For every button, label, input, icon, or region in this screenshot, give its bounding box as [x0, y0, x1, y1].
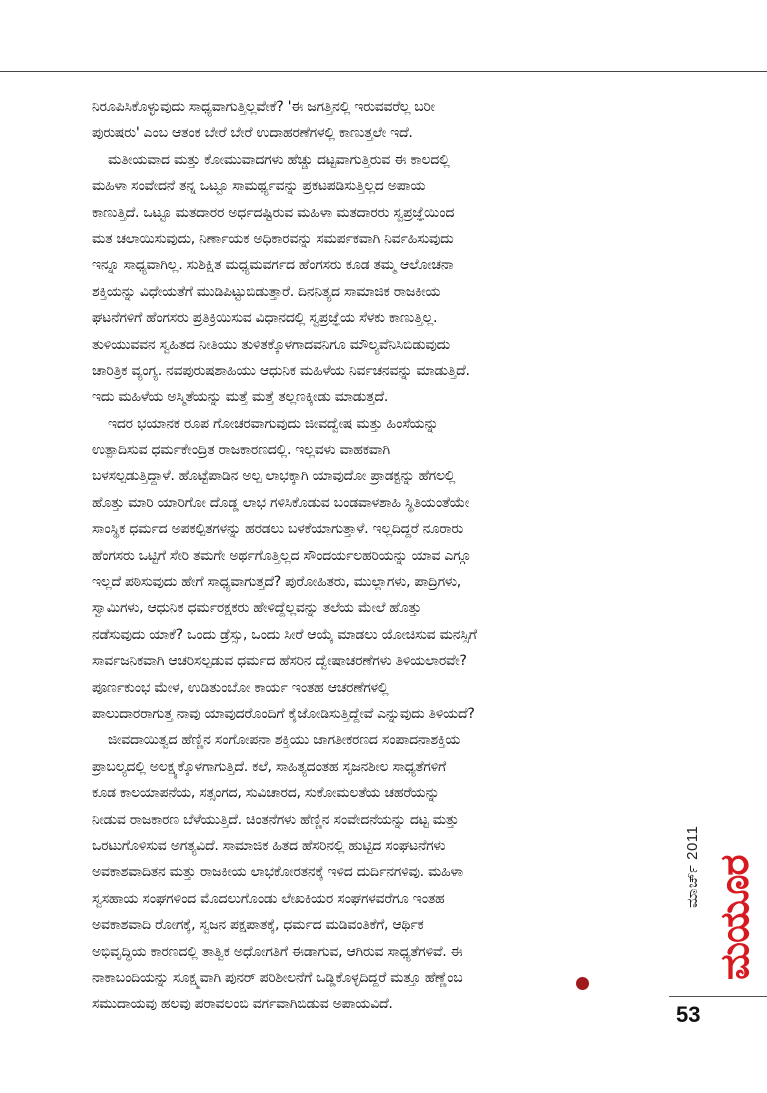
text-line: ಮತೀಯವಾದ ಮತ್ತು ಕೋಮುವಾದಗಳು ಹೆಚ್ಚು ದಟ್ಟವಾಗುತ್ತಿರುವ ಈ ಕಾಲದಲ್ಲಿ — [108, 151, 450, 168]
text-line: ಇದರ ಭಯಾನಕ ರೂಪ ಗೋಚರವಾಗುವುದು ಜೀವದ್ವೇಷ ಮತ್ತು ಹಿಂಸೆಯನ್ನು — [108, 415, 439, 432]
text-line: ನೀಡುವ ರಾಜಕಾರಣ ಬೆಳೆಯುತ್ತಿದೆ. ಚಿಂತನೆಗಳು ಹೆಣ್ಣಿನ ಸಂವೇದನೆಯನ್ನು ದಟ್ಟ ಮತ್ತು — [92, 811, 459, 828]
text-line: ಜೀವದಾಯಿತ್ವದ ಹೆಣ್ಣಿನ ಸಂಗೋಪನಾ ಶಕ್ತಿಯು ಜಾಗತೀಕರಣದ ಸಂಪಾದನಾಶಕ್ತಿಯ — [108, 732, 461, 749]
text-line: ಸ್ವಾಮಿಗಳು, ಆಧುನಿಕ ಧರ್ಮರಕ್ಷಕರು ಹೇಳಿದ್ದೆಲ್ಲವನ್ನು ತಲೆಯ ಮೇಲೆ ಹೊತ್ತು — [92, 600, 422, 617]
text-line: ಪ್ರಾಬಲ್ಯದಲ್ಲಿ ಅಲಕ್ಷ್ಯಕ್ಕೊಳಗಾಗುತ್ತಿದೆ. ಕಲೆ, ಸಾಹಿತ್ಯದಂತಹ ಸೃಜನಶೀಲ ಸಾಧ್ಯತೆಗಳಿಗೆ — [92, 758, 446, 775]
text-line: ಸಾರ್ವಜನಿಕವಾಗಿ ಆಚರಿಸಲ್ಪಡುವ ಧರ್ಮದ ಹೆಸರಿನ ದ್ವೇಷಾಚರಣೆಗಳು ತಿಳಿಯಲಾರವೇ? — [92, 653, 467, 670]
text-line: ಮಹಿಳಾ ಸಂವೇದನೆ ತನ್ನ ಒಟ್ಟೂ ಸಾಮರ್ಥ್ಯವನ್ನು ಪ್ರಕಟಪಡಿಸುತ್ತಿಲ್ಲದ ಅಪಾಯ — [92, 178, 426, 195]
footer-rule — [669, 996, 767, 997]
text-line: ಚಾರಿತ್ರಿಕ ವ್ಯಂಗ್ಯ. ನವಪುರುಷಶಾಹಿಯು ಆಧುನಿಕ ಮಹಿಳೆಯ ನಿರ್ವಚನವನ್ನು ಮಾಡುತ್ತಿದೆ. — [92, 362, 470, 379]
text-line: ಬಳಸಲ್ಪಡುತ್ತಿದ್ದಾಳೆ. ಹೊಟ್ಟೆಪಾಡಿನ ಅಲ್ಪ ಲಾಭಕ್ಕಾಗಿ ಯಾವುದೋ ಪ್ರಾಡಕ್ಟನ್ನು ಹೆಗಲಲ್ಲಿ — [92, 468, 456, 485]
text-line: ಇನ್ನೂ ಸಾಧ್ಯವಾಗಿಲ್ಲ. ಸುಶಿಕ್ಷಿತ ಮಧ್ಯಮವರ್ಗದ ಹೆಂಗಸರು ಕೂಡ ತಮ್ಮ ಆಲೋಚನಾ — [92, 257, 454, 274]
top-rule — [0, 71, 767, 72]
text-line: ಸ್ವಸಹಾಯ ಸಂಘಗಳಿಂದ ಮೊದಲುಗೊಂಡು ಲೇಖಕಿಯರ ಸಂಘಗಳವರೆಗೂ ಇಂತಹ — [92, 890, 445, 907]
text-line: ಪುರುಷರು' ಎಂಬ ಆತಂಕ ಬೇರೆ ಬೇರೆ ಉದಾಹರಣೆಗಳಲ್ಲಿ ಕಾಣುತ್ತಲೇ ಇದೆ. — [92, 125, 413, 142]
end-bullet — [576, 977, 589, 990]
text-line: ತುಳಿಯುವವನ ಸ್ವಹಿತದ ನೀತಿಯು ತುಳಿತಕ್ಕೊಳಗಾದವನಿಗೂ ಮೌಲ್ಯವೆನಿಸಿಬಿಡುವುದು — [92, 336, 450, 353]
text-line: ಹೊತ್ತು ಮಾರಿ ಯಾರಿಗೋ ದೊಡ್ಡ ಲಾಭ ಗಳಿಸಿಕೊಡುವ ಬಂಡವಾಳಶಾಹಿ ಸ್ಥಿತಿಯಂತೆಯೇ — [92, 494, 470, 511]
text-line: ಇಲ್ಲದೆ ಪಠಿಸುವುದು ಹೇಗೆ ಸಾಧ್ಯವಾಗುತ್ತದೆ? ಪುರೋಹಿತರು, ಮುಲ್ಲಾಗಳು, ಪಾದ್ರಿಗಳು, — [92, 574, 461, 591]
text-line: ಕೂಡ ಕಾಲಯಾಪನೆಯ, ಸತ್ಸಂಗದ, ಸುವಿಚಾರದ, ಸುಕೋಮಲತೆಯ ಚಹರೆಯನ್ನು — [92, 785, 440, 802]
text-line: ಮತ ಚಲಾಯಿಸುವುದು, ನಿರ್ಣಾಯಕ ಅಧಿಕಾರವನ್ನು ಸಮರ್ಪಕವಾಗಿ ನಿರ್ವಹಿಸುವುದು — [92, 230, 454, 247]
text-line: ಪೂರ್ಣಕುಂಭ ಮೇಳ, ಉಡಿತುಂಬೋ ಕಾರ್ಯ ಇಂತಹ ಆಚರಣೆಗಳಲ್ಲಿ — [92, 679, 389, 696]
text-line: ಅವಕಾಶವಾದಿ ರೋಗಕ್ಕೆ, ಸ್ವಜನ ಪಕ್ಷಪಾತಕ್ಕೆ, ಧರ್ಮದ ಮಡಿವಂತಿಕೆಗೆ, ಆರ್ಥಿಕ — [92, 917, 424, 934]
article-body — [92, 94, 622, 1018]
text-line: ಉತ್ಪಾದಿಸುವ ಧರ್ಮಕೇಂದ್ರಿತ ರಾಜಕಾರಣದಲ್ಲಿ. ಇಲ್ಲವಳು ವಾಹಕವಾಗಿ — [92, 442, 390, 459]
text-line: ಹೆಂಗಸರು ಒಟ್ಟಿಗೆ ಸೇರಿ ತಮಗೇ ಅರ್ಥಗೊತ್ತಿಲ್ಲದ ಸೌಂದರ್ಯಲಹರಿಯನ್ನು ಯಾವ ಎಗ್ಗೂ — [92, 547, 471, 564]
text-line: ಅವಕಾಶವಾದಿತನ ಮತ್ತು ರಾಜಕೀಯ ಲಾಭಕೋರತನಕ್ಕೆ ಇಳಿದ ದುರ್ದಿನಗಳಿವು. ಮಹಿಳಾ — [92, 864, 463, 881]
text-line: ನಡೆಸುವುದು ಯಾಕೆ? ಒಂದು ಡ್ರೆಸ್ಸು, ಒಂದು ಸೀರೆ ಆಯ್ಕೆ ಮಾಡಲು ಯೋಚಿಸುವ ಮನಸ್ಸಿಗೆ — [92, 626, 477, 643]
text-line: ನಿರೂಪಿಸಿಕೊಳ್ಳುವುದು ಸಾಧ್ಯವಾಗುತ್ತಿಲ್ಲವೇಕೆ? 'ಈ ಜಗತ್ತಿನಲ್ಲಿ ಇರುವವರೆಲ್ಲ ಬರೀ — [92, 99, 435, 115]
magazine-masthead: ಮಯೂರ — [712, 855, 758, 980]
text-line: ನಾಕಾಬಂದಿಯನ್ನು ಸೂಕ್ಷ್ಮವಾಗಿ ಪುನರ್ ಪರಿಶೀಲನೆಗೆ ಒಡ್ಡಿಕೊಳ್ಳದಿದ್ದರೆ ಮತ್ತೂ ಹೆಣ್ಣೆಂಬ — [92, 969, 463, 986]
text-line: ಶಕ್ತಿಯನ್ನು ವಿಧೇಯತೆಗೆ ಮುಡಿಪಿಟ್ಟುಬಿಡುತ್ತಾರೆ. ದಿನನಿತ್ಯದ ಸಾಮಾಜಿಕ ರಾಜಕೀಯ — [92, 283, 441, 300]
page-number: 53 — [676, 1002, 701, 1027]
text-line: ಇದು ಮಹಿಳೆಯ ಅಸ್ಮಿತೆಯನ್ನು ಮತ್ತೆ ಮತ್ತೆ ತಲ್ಲಣಕ್ಕೀಡು ಮಾಡುತ್ತದೆ. — [92, 389, 388, 406]
text-line: ಒರಟುಗೊಳಿಸುವ ಅಗತ್ಯವಿದೆ. ಸಾಮಾಜಿಕ ಹಿತದ ಹೆಸರಿನಲ್ಲಿ ಹುಟ್ಟಿದ ಸಂಘಟನೆಗಳು — [92, 837, 446, 854]
text-line: ಸಮುದಾಯವು ಹಲವು ಪರಾವಲಂಬಿ ವರ್ಗವಾಗಿಬಿಡುವ ಅಪಾಯವಿದೆ. — [92, 996, 393, 1013]
issue-date: ಮಾರ್ಚ್ 2011 — [684, 825, 701, 908]
text-line: ಪಾಲುದಾರರಾಗುತ್ತ ನಾವು ಯಾವುದರೊಂದಿಗೆ ಕೈಜೋಡಿಸುತ್ತಿದ್ದೇವೆ ಎನ್ನುವುದು ತಿಳಿಯದೆ? — [92, 705, 475, 722]
text-line: ಸಾಂಸ್ಥಿಕ ಧರ್ಮದ ಅಪಕಲ್ಪಿತಗಳನ್ನು ಹರಡಲು ಬಳಕೆಯಾಗುತ್ತಾಳೆ. ಇಲ್ಲದಿದ್ದರೆ ನೂರಾರು — [92, 521, 464, 538]
text-line: ಕಾಣುತ್ತಿದೆ. ಒಟ್ಟೂ ಮತದಾರರ ಅರ್ಧದಷ್ಟಿರುವ ಮಹಿಳಾ ಮತದಾರರು ಸ್ವಪ್ರಜ್ಞೆಯಿಂದ — [92, 204, 455, 221]
text-line: ಘಟನೆಗಳಿಗೆ ಹೆಂಗಸರು ಪ್ರತಿಕ್ರಿಯಿಸುವ ವಿಧಾನದಲ್ಲಿ ಸ್ವಪ್ರಜ್ಞೆಯ ಸೆಳಕು ಕಾಣುತ್ತಿಲ್ಲ. — [92, 310, 438, 327]
text-line: ಅಭಿವೃದ್ಧಿಯ ಕಾರಣದಲ್ಲಿ ತಾತ್ವಿಕ ಅಧೋಗತಿಗೆ ಈಡಾಗುವ, ಆಗಿರುವ ಸಾಧ್ಯತೆಗಳಿವೆ. ಈ — [92, 943, 463, 960]
